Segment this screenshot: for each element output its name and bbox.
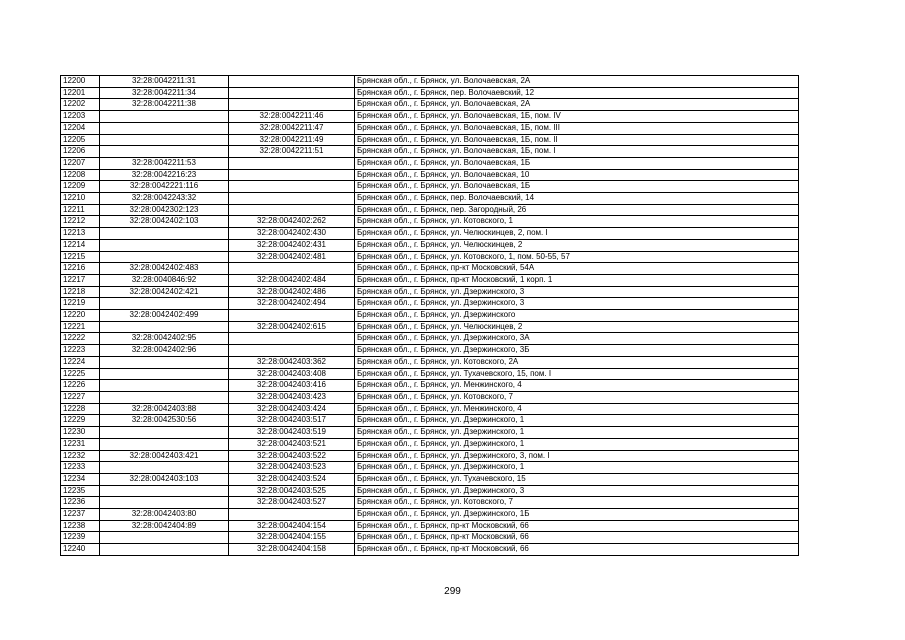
table-row <box>61 333 799 345</box>
address-cell: Брянская обл., г. Брянск, ул. Дзержинского, 3А <box>355 333 799 345</box>
building-cadastral-number-cell: 32:28:0042404:155 <box>229 532 355 544</box>
row-number-cell: 12211 <box>61 204 100 216</box>
building-cadastral-number-cell: 32:28:0042402:262 <box>229 216 355 228</box>
table-row <box>61 76 799 88</box>
table-row <box>61 462 799 474</box>
address-cell: Брянская обл., г. Брянск, ул. Котовского, 1, пом. 50-55, 57 <box>355 251 799 263</box>
table-row <box>61 321 799 333</box>
registry-table <box>60 75 799 556</box>
address-cell: Брянская обл., г. Брянск, ул. Дзержинского, 3Б <box>355 345 799 357</box>
address-cell: Брянская обл., г. Брянск, ул. Тухачевского, 15 <box>355 473 799 485</box>
row-number-cell: 12213 <box>61 228 100 240</box>
address-cell: Брянская обл., г. Брянск, ул. Тухачевского, 15, пом. I <box>355 368 799 380</box>
building-cadastral-number-cell <box>229 333 355 345</box>
cadastral-number-cell: 32:28:0042402:96 <box>100 345 229 357</box>
cadastral-number-cell <box>100 368 229 380</box>
table-row <box>61 520 799 532</box>
building-cadastral-number-cell: 32:28:0042211:47 <box>229 122 355 134</box>
building-cadastral-number-cell: 32:28:0042402:615 <box>229 321 355 333</box>
building-cadastral-number-cell <box>229 193 355 205</box>
cadastral-number-cell: 32:28:0042211:38 <box>100 99 229 111</box>
address-cell: Брянская обл., г. Брянск, ул. Челюскинцев, 2 <box>355 239 799 251</box>
building-cadastral-number-cell <box>229 99 355 111</box>
row-number-cell: 12215 <box>61 251 100 263</box>
address-cell: Брянская обл., г. Брянск, ул. Волочаевская, 10 <box>355 169 799 181</box>
cadastral-number-cell: 32:28:0042403:421 <box>100 450 229 462</box>
address-cell: Брянская обл., г. Брянск, пр-кт Московский, 66 <box>355 544 799 556</box>
cadastral-number-cell: 32:28:0042530:56 <box>100 415 229 427</box>
building-cadastral-number-cell: 32:28:0042403:408 <box>229 368 355 380</box>
cadastral-number-cell <box>100 497 229 509</box>
row-number-cell: 12236 <box>61 497 100 509</box>
row-number-cell: 12200 <box>61 76 100 88</box>
table-row <box>61 532 799 544</box>
table-row <box>61 87 799 99</box>
cadastral-number-cell <box>100 298 229 310</box>
cadastral-number-cell <box>100 228 229 240</box>
table-row <box>61 403 799 415</box>
row-number-cell: 12232 <box>61 450 100 462</box>
cadastral-number-cell <box>100 122 229 134</box>
address-cell: Брянская обл., г. Брянск, ул. Челюскинцев, 2 <box>355 321 799 333</box>
address-cell: Брянская обл., г. Брянск, ул. Менжинского, 4 <box>355 403 799 415</box>
row-number-cell: 12222 <box>61 333 100 345</box>
row-number-cell: 12210 <box>61 193 100 205</box>
address-cell: Брянская обл., г. Брянск, ул. Дзержинского, 1 <box>355 427 799 439</box>
row-number-cell: 12230 <box>61 427 100 439</box>
address-cell: Брянская обл., г. Брянск, ул. Менжинского, 4 <box>355 380 799 392</box>
building-cadastral-number-cell: 32:28:0042403:523 <box>229 462 355 474</box>
building-cadastral-number-cell: 32:28:0042402:494 <box>229 298 355 310</box>
row-number-cell: 12229 <box>61 415 100 427</box>
cadastral-number-cell <box>100 438 229 450</box>
address-cell: Брянская обл., г. Брянск, ул. Котовского, 2А <box>355 356 799 368</box>
cadastral-number-cell <box>100 146 229 158</box>
table-row <box>61 274 799 286</box>
building-cadastral-number-cell: 32:28:0042402:431 <box>229 239 355 251</box>
building-cadastral-number-cell: 32:28:0042404:158 <box>229 544 355 556</box>
table-row <box>61 286 799 298</box>
table-row <box>61 263 799 275</box>
address-cell: Брянская обл., г. Брянск, ул. Волочаевская, 2А <box>355 99 799 111</box>
address-cell: Брянская обл., г. Брянск, ул. Волочаевская, 1Б <box>355 181 799 193</box>
building-cadastral-number-cell <box>229 263 355 275</box>
table-row <box>61 368 799 380</box>
row-number-cell: 12235 <box>61 485 100 497</box>
building-cadastral-number-cell <box>229 76 355 88</box>
table-row <box>61 438 799 450</box>
table-row <box>61 473 799 485</box>
building-cadastral-number-cell: 32:28:0042402:484 <box>229 274 355 286</box>
row-number-cell: 12231 <box>61 438 100 450</box>
building-cadastral-number-cell: 32:28:0042211:46 <box>229 111 355 123</box>
building-cadastral-number-cell <box>229 169 355 181</box>
address-cell: Брянская обл., г. Брянск, ул. Волочаевская, 1Б <box>355 157 799 169</box>
address-cell: Брянская обл., г. Брянск, пр-кт Московский, 66 <box>355 520 799 532</box>
building-cadastral-number-cell: 32:28:0042403:519 <box>229 427 355 439</box>
building-cadastral-number-cell: 32:28:0042403:527 <box>229 497 355 509</box>
cadastral-number-cell <box>100 111 229 123</box>
cadastral-number-cell: 32:28:0042402:95 <box>100 333 229 345</box>
cadastral-number-cell: 32:28:0042402:483 <box>100 263 229 275</box>
table-row <box>61 251 799 263</box>
cadastral-number-cell <box>100 427 229 439</box>
building-cadastral-number-cell <box>229 204 355 216</box>
row-number-cell: 12204 <box>61 122 100 134</box>
cadastral-number-cell: 32:28:0042403:88 <box>100 403 229 415</box>
building-cadastral-number-cell <box>229 509 355 521</box>
address-cell: Брянская обл., г. Брянск, ул. Дзержинского, 1 <box>355 415 799 427</box>
address-cell: Брянская обл., г. Брянск, пр-кт Московский, 1 корп. 1 <box>355 274 799 286</box>
cadastral-number-cell: 32:28:0042211:53 <box>100 157 229 169</box>
building-cadastral-number-cell <box>229 310 355 322</box>
building-cadastral-number-cell: 32:28:0042403:362 <box>229 356 355 368</box>
address-cell: Брянская обл., г. Брянск, ул. Дзержинского, 3 <box>355 485 799 497</box>
row-number-cell: 12207 <box>61 157 100 169</box>
registry-table-body <box>61 76 799 556</box>
address-cell: Брянская обл., г. Брянск, ул. Волочаевская, 2А <box>355 76 799 88</box>
row-number-cell: 12206 <box>61 146 100 158</box>
address-cell: Брянская обл., г. Брянск, ул. Дзержинского, 3, пом. I <box>355 450 799 462</box>
cadastral-number-cell: 32:28:0042216:23 <box>100 169 229 181</box>
cadastral-number-cell <box>100 356 229 368</box>
cadastral-number-cell <box>100 380 229 392</box>
cadastral-number-cell: 32:28:0042243:32 <box>100 193 229 205</box>
row-number-cell: 12219 <box>61 298 100 310</box>
row-number-cell: 12218 <box>61 286 100 298</box>
table-row <box>61 146 799 158</box>
building-cadastral-number-cell: 32:28:0042402:481 <box>229 251 355 263</box>
address-cell: Брянская обл., г. Брянск, ул. Волочаевская, 1Б, пом. IV <box>355 111 799 123</box>
cadastral-number-cell <box>100 391 229 403</box>
cadastral-number-cell: 32:28:0042221:116 <box>100 181 229 193</box>
building-cadastral-number-cell: 32:28:0042403:524 <box>229 473 355 485</box>
row-number-cell: 12227 <box>61 391 100 403</box>
cadastral-number-cell <box>100 321 229 333</box>
row-number-cell: 12237 <box>61 509 100 521</box>
row-number-cell: 12217 <box>61 274 100 286</box>
row-number-cell: 12220 <box>61 310 100 322</box>
table-row <box>61 204 799 216</box>
address-cell: Брянская обл., г. Брянск, ул. Котовского, 7 <box>355 391 799 403</box>
cadastral-number-cell <box>100 485 229 497</box>
table-row <box>61 356 799 368</box>
address-cell: Брянская обл., г. Брянск, ул. Дзержинского, 1 <box>355 462 799 474</box>
address-cell: Брянская обл., г. Брянск, ул. Котовского, 1 <box>355 216 799 228</box>
table-row <box>61 497 799 509</box>
row-number-cell: 12205 <box>61 134 100 146</box>
address-cell: Брянская обл., г. Брянск, пер. Загородный, 26 <box>355 204 799 216</box>
building-cadastral-number-cell <box>229 87 355 99</box>
building-cadastral-number-cell: 32:28:0042402:486 <box>229 286 355 298</box>
address-cell: Брянская обл., г. Брянск, пр-кт Московский, 54А <box>355 263 799 275</box>
row-number-cell: 12214 <box>61 239 100 251</box>
table-row <box>61 310 799 322</box>
row-number-cell: 12208 <box>61 169 100 181</box>
row-number-cell: 12226 <box>61 380 100 392</box>
table-row <box>61 216 799 228</box>
address-cell: Брянская обл., г. Брянск, ул. Волочаевская, 1Б, пом. I <box>355 146 799 158</box>
row-number-cell: 12238 <box>61 520 100 532</box>
table-row <box>61 415 799 427</box>
table-row <box>61 99 799 111</box>
table-row <box>61 450 799 462</box>
address-cell: Брянская обл., г. Брянск, ул. Дзержинского, 1Б <box>355 509 799 521</box>
row-number-cell: 12209 <box>61 181 100 193</box>
cadastral-number-cell <box>100 251 229 263</box>
table-row <box>61 111 799 123</box>
building-cadastral-number-cell: 32:28:0042403:521 <box>229 438 355 450</box>
table-row <box>61 380 799 392</box>
address-cell: Брянская обл., г. Брянск, ул. Челюскинцев, 2, пом. I <box>355 228 799 240</box>
address-cell: Брянская обл., г. Брянск, пер. Волочаевский, 12 <box>355 87 799 99</box>
page-number: 299 <box>444 586 461 597</box>
address-cell: Брянская обл., г. Брянск, пр-кт Московский, 66 <box>355 532 799 544</box>
building-cadastral-number-cell: 32:28:0042403:517 <box>229 415 355 427</box>
table-row <box>61 509 799 521</box>
row-number-cell: 12212 <box>61 216 100 228</box>
cadastral-number-cell: 32:28:0042211:34 <box>100 87 229 99</box>
address-cell: Брянская обл., г. Брянск, ул. Котовского, 7 <box>355 497 799 509</box>
row-number-cell: 12201 <box>61 87 100 99</box>
row-number-cell: 12234 <box>61 473 100 485</box>
table-row <box>61 298 799 310</box>
cadastral-number-cell: 32:28:0042302:123 <box>100 204 229 216</box>
table-row <box>61 485 799 497</box>
cadastral-number-cell <box>100 462 229 474</box>
row-number-cell: 12221 <box>61 321 100 333</box>
address-cell: Брянская обл., г. Брянск, ул. Дзержинского, 3 <box>355 286 799 298</box>
building-cadastral-number-cell: 32:28:0042403:423 <box>229 391 355 403</box>
building-cadastral-number-cell: 32:28:0042404:154 <box>229 520 355 532</box>
table-row <box>61 122 799 134</box>
building-cadastral-number-cell <box>229 157 355 169</box>
cadastral-number-cell: 32:28:0042402:103 <box>100 216 229 228</box>
building-cadastral-number-cell: 32:28:0042211:51 <box>229 146 355 158</box>
row-number-cell: 12228 <box>61 403 100 415</box>
table-row <box>61 544 799 556</box>
address-cell: Брянская обл., г. Брянск, ул. Дзержинского, 3 <box>355 298 799 310</box>
address-cell: Брянская обл., г. Брянск, пер. Волочаевский, 14 <box>355 193 799 205</box>
table-row <box>61 181 799 193</box>
building-cadastral-number-cell: 32:28:0042403:525 <box>229 485 355 497</box>
cadastral-number-cell: 32:28:0042403:80 <box>100 509 229 521</box>
row-number-cell: 12216 <box>61 263 100 275</box>
row-number-cell: 12223 <box>61 345 100 357</box>
address-cell: Брянская обл., г. Брянск, ул. Дзержинского <box>355 310 799 322</box>
cadastral-number-cell: 32:28:0042211:31 <box>100 76 229 88</box>
cadastral-number-cell <box>100 239 229 251</box>
building-cadastral-number-cell <box>229 345 355 357</box>
building-cadastral-number-cell: 32:28:0042403:522 <box>229 450 355 462</box>
row-number-cell: 12225 <box>61 368 100 380</box>
building-cadastral-number-cell <box>229 181 355 193</box>
building-cadastral-number-cell: 32:28:0042402:430 <box>229 228 355 240</box>
table-row <box>61 427 799 439</box>
row-number-cell: 12202 <box>61 99 100 111</box>
cadastral-number-cell <box>100 532 229 544</box>
address-cell: Брянская обл., г. Брянск, ул. Дзержинского, 1 <box>355 438 799 450</box>
building-cadastral-number-cell: 32:28:0042403:416 <box>229 380 355 392</box>
cadastral-number-cell: 32:28:0042403:103 <box>100 473 229 485</box>
row-number-cell: 12240 <box>61 544 100 556</box>
table-row <box>61 169 799 181</box>
table-row <box>61 157 799 169</box>
row-number-cell: 12203 <box>61 111 100 123</box>
table-row <box>61 391 799 403</box>
table-row <box>61 228 799 240</box>
building-cadastral-number-cell: 32:28:0042211:49 <box>229 134 355 146</box>
address-cell: Брянская обл., г. Брянск, ул. Волочаевская, 1Б, пом. II <box>355 134 799 146</box>
cadastral-number-cell: 32:28:0042402:421 <box>100 286 229 298</box>
table-row <box>61 239 799 251</box>
cadastral-number-cell <box>100 134 229 146</box>
cadastral-number-cell <box>100 544 229 556</box>
row-number-cell: 12224 <box>61 356 100 368</box>
table-row <box>61 193 799 205</box>
cadastral-number-cell: 32:28:0042404:89 <box>100 520 229 532</box>
table-row <box>61 345 799 357</box>
row-number-cell: 12239 <box>61 532 100 544</box>
building-cadastral-number-cell: 32:28:0042403:424 <box>229 403 355 415</box>
cadastral-number-cell: 32:28:0040846:92 <box>100 274 229 286</box>
table-row <box>61 134 799 146</box>
row-number-cell: 12233 <box>61 462 100 474</box>
address-cell: Брянская обл., г. Брянск, ул. Волочаевская, 1Б, пом. III <box>355 122 799 134</box>
cadastral-number-cell: 32:28:0042402:499 <box>100 310 229 322</box>
